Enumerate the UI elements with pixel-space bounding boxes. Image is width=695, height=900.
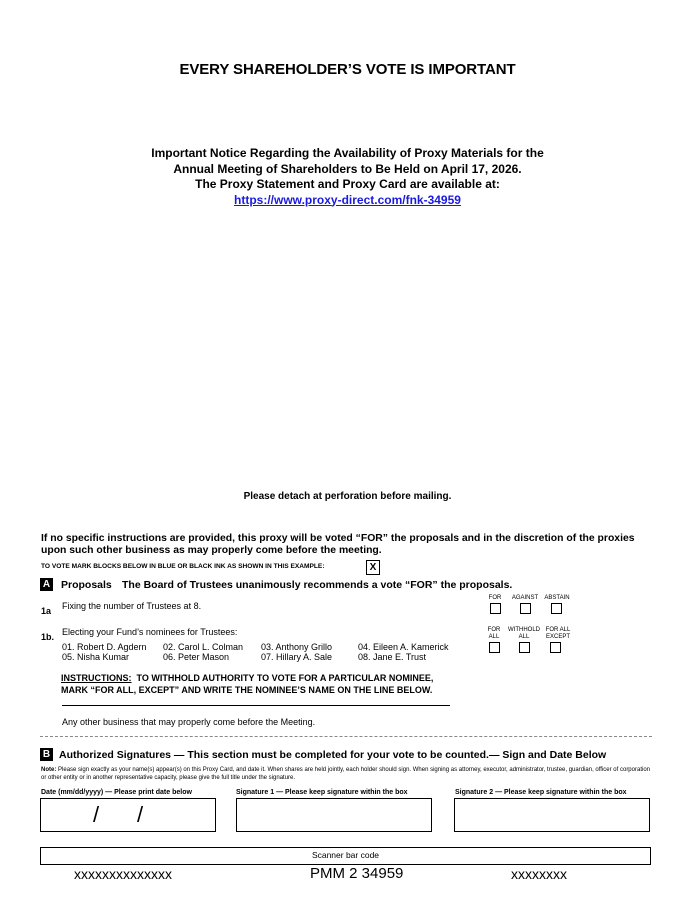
proposal-1a-number: 1a — [41, 606, 52, 616]
signature-1-label: Signature 1 — Please keep signature within the box — [236, 789, 408, 796]
col-withhold-all: WITHHOLD ALL — [508, 627, 540, 640]
signature-note — [41, 766, 656, 782]
col-abstain: ABSTAIN — [544, 595, 570, 601]
date-separator-2: / — [137, 802, 144, 827]
checkbox-1a-against[interactable] — [520, 603, 531, 614]
proposal-1b-number: 1b. — [41, 632, 55, 642]
nominee-08: 08. Jane E. Trust — [358, 652, 427, 662]
notice-line-2: Annual Meeting of Shareholders to Be Held on April 17, 2026. — [173, 161, 522, 176]
footer-center-code: PMM 2 34959 — [310, 865, 404, 882]
checkbox-1b-for-all-except[interactable] — [550, 642, 561, 653]
checkbox-1a-abstain[interactable] — [551, 603, 562, 614]
signature-2-field[interactable] — [454, 798, 650, 832]
notice-line-1: Important Notice Regarding the Availability of Proxy Materials for the — [151, 146, 544, 160]
section-divider — [40, 736, 652, 737]
nominee-04: 04. Eileen A. Kamerick — [358, 642, 449, 652]
instructions-label: INSTRUCTIONS: — [61, 673, 132, 683]
col-for-all-except: FOR ALL EXCEPT — [545, 627, 571, 640]
col-for-all: FOR ALL — [487, 627, 501, 640]
nominee-05: 05. Nisha Kumar — [62, 652, 130, 662]
nominee-02: 02. Carol L. Colman — [163, 642, 244, 652]
notice-line-3: The Proxy Statement and Proxy Card are available at: — [195, 177, 500, 191]
col-for: FOR — [488, 595, 502, 601]
date-separator-1: / — [93, 802, 100, 827]
proxy-materials-link[interactable]: https://www.proxy-direct.com/fnk-34959 — [234, 192, 461, 207]
instructions-text: TO WITHHOLD AUTHORITY TO VOTE FOR A PARTICULAR NOMINEE, MARK “FOR ALL, EXCEPT” AND WRITE THE NOMINEE’S NAME ON THE LINE BELOW. — [61, 673, 434, 695]
withhold-instructions — [61, 672, 461, 696]
col-against: AGAINST — [511, 595, 539, 601]
signature-2-label: Signature 2 — Please keep signature within the box — [455, 789, 627, 796]
footer-right-code: xxxxxxxx — [511, 866, 567, 882]
section-a-badge: A — [40, 578, 53, 591]
date-label: Date (mm/dd/yyyy) — Please print date below — [41, 789, 192, 796]
note-label: Note: — [41, 767, 57, 773]
proposal-1a-text: Fixing the number of Trustees at 8. — [62, 601, 202, 611]
proposal-1b-text: Electing your Fund’s nominees for Trustees: — [62, 627, 238, 637]
note-text: Please sign exactly as your name(s) appear(s) on this Proxy Card, and date it. When shares are held jointly, each holder should sign. When signing as attorney, executor, administrator, trustee, guardian, officer of corporation or other entity or in another representative capacity, please give the full title under the signature. — [41, 767, 650, 781]
board-recommendation: The Board of Trustees unanimously recommends a vote “FOR” the proposals. — [122, 579, 513, 591]
section-b-badge: B — [40, 748, 53, 761]
checkbox-1b-withhold-all[interactable] — [519, 642, 530, 653]
proxy-notice — [0, 146, 695, 208]
nominee-exception-line[interactable] — [62, 705, 450, 706]
footer-left-code: xxxxxxxxxxxxxx — [74, 866, 172, 882]
example-mark-box: X — [366, 560, 380, 575]
checkbox-1b-for-all[interactable] — [489, 642, 500, 653]
date-field[interactable] — [40, 798, 216, 832]
nominee-03: 03. Anthony Grillo — [261, 642, 333, 652]
checkbox-1a-for[interactable] — [490, 603, 501, 614]
nominee-01: 01. Robert D. Agdern — [62, 642, 147, 652]
page-title: EVERY SHAREHOLDER’S VOTE IS IMPORTANT — [179, 61, 516, 78]
nominee-07: 07. Hillary A. Sale — [261, 652, 333, 662]
scanner-barcode-box: Scanner bar code — [40, 847, 651, 865]
mark-instruction: TO VOTE MARK BLOCKS BELOW IN BLUE OR BLACK INK AS SHOWN IN THIS EXAMPLE: — [41, 563, 325, 570]
section-a-heading: Proposals — [61, 579, 112, 591]
section-b-heading: Authorized Signatures — This section must be completed for your vote to be counted.— Sign and Date Below — [59, 749, 607, 761]
other-business: Any other business that may properly come before the Meeting. — [62, 717, 316, 727]
detach-instruction: Please detach at perforation before mailing. — [243, 491, 452, 502]
signature-1-field[interactable] — [236, 798, 432, 832]
nominee-06: 06. Peter Mason — [163, 652, 230, 662]
default-vote-statement: If no specific instructions are provided, this proxy will be voted “FOR” the proposals and in the discretion of the proxies upon such other business as may properly come before the meeting. — [41, 533, 635, 556]
